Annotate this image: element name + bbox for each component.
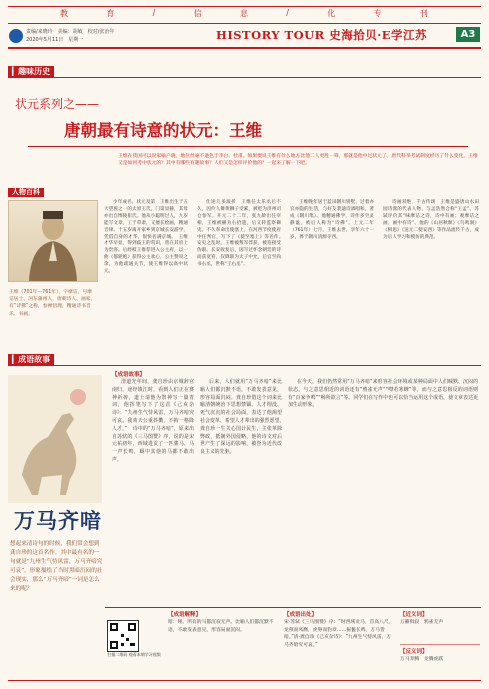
qr-caption: 扫描二维码 观看本期学习视频 [107,652,161,657]
scholar-figure-icon [9,201,97,281]
header-rule [8,23,481,24]
banner-char: / [152,8,158,17]
box-synonym-label: 【近义词】 [400,612,428,618]
horse-illustration [8,375,102,503]
story-col-2 [200,379,287,457]
people-tag: 人物百科 [8,188,44,197]
paragraph: 后来，人们就用“万马齐喑”来比喻人们都沉默不语，不敢发表意见，形容局面沉闷。龚自珍借这个词来比喻清朝统治下思想禁锢、人才埋没、死气沉沉的社会局面，表达了他渴望社会变革、希望人才辈出的强烈愿望。 龚自珍一生关心国计民生，主张革除弊政，抵制外国侵略，他的诗文对后世产生了深远的影响，被誉为近代改良主义的先驱。 [200,379,287,456]
box-explanation [168,611,278,634]
logo-icon [9,29,23,43]
box-source-label: 【成语出处】 [284,612,318,618]
banner-char: 教 [60,9,70,18]
box-synonym [400,611,480,627]
bottom-boxes-rule [105,607,481,608]
banner-char: 息 [239,9,250,18]
horse-icon [8,375,102,503]
box-antonym-label: 【反义词】 [400,649,428,655]
paragraph: 少年成名，状元及第 王维出生于五大望族之一的太原王氏，门第显赫，其母亦出自博陵崔氏。他从小聪明过人，九岁能写文章，工于草隶，又擅长绘画，精通音律。十五岁离开家乡到京城长安游学，凭借自身的才华，很快名满京城。 王维才华早显，得到歧王的赏识，曾在其府上为贵客。后经岐王推荐进入公主府，以一曲《郁轮袍》获得公主欢心，公主赞叹之余，为他疏通关节，使王维得以高中状元。 [104,200,188,275]
qr-code[interactable] [107,620,139,652]
kicker: 状元系列之—— [15,97,100,111]
banner-char: 化 [327,9,338,18]
portrait-image [8,200,98,282]
sec1-tag: ▎趣味历史 [8,66,54,77]
big-title: 万马齐喑 [14,508,102,533]
banner-char: 刊 [419,9,430,18]
lede: 王维在我国可以说家喻户晓，地位丝毫不逊色于李白、杜甫。如果要说王维有什么地方比他二人更胜一筹，那就是他中过状元了。唐代科举考试制度经历了什么变化，王维又是如何考中状元的？其中有哪些有趣故事？人们又是怎样评价他的？一起来了解一下吧。 [118,154,478,167]
sec2-intro: 想起来清诗句的时候，我们常会想到龚自珍的这首名作。其中最有名的一句就是“九州生气恃风雷，万马齐喑究可哀”，形象描绘了当时黑暗沉闷的社会现实，那么“万马齐喑”一词是怎么来的呢？ [10,541,103,592]
sec2-tag: ▎成语故事 [8,354,54,365]
box-source-text: 宋·苏轼《三马图赞》序：“时西域贡马，首高八尺，龙颅而凤膺，虎脊而豹章……振鬣长鸣，万马皆喑。”清·龚自珍《己亥杂诗》：“九州生气恃风雷，万马齐喑究可哀。” [284,620,394,648]
credits: 责编/来晓玲 美编：胡敏 校对/张治年 [26,29,115,35]
banner-char: 育 [106,9,117,18]
qr-code-icon [108,621,138,651]
story-label: 【成语故事】 [112,372,146,378]
top-rule [8,6,481,7]
story-col-1 [112,379,194,465]
box-explanation-text: 喑：哑。所有的马都沉寂无声。比喻人们都沉默不语，不敢发表意见，形容局面沉闷。 [168,620,274,633]
box-antonym [400,648,480,664]
portrait-caption: 王维（701年—761年），字摩诘，号摩诘居士，河东蒲州人，唐朝诗人、画家，有“诗佛”之称，参禅悟理，精通诗书音乐、书画。 [9,290,96,317]
paragraph: 在今天，我们仍然常用“万马齐喑”来形容社会环境或某种局面中人们缄默、沉闷的状态。与之意思相近的词语还有“鸦雀无声”“噤若寒蝉”等，而与之意思相反的词语则有“百家争鸣”“畅所欲言”等。同学们在写作中也可以恰当运用这个成语，使文章表达更加生动形象。 [288,379,478,409]
story-col-3 [288,379,478,410]
bottom-rule [8,680,481,681]
paragraph: 仕途几多波折 王维任太乐丞后不久，因伶人舞黄狮子受累，被贬为济州司仓参军。开元二十二年，张九龄出任宰相，王维被擢为右拾遗，后又转监察御史。不久奉命出使塞上，在河西节度使府中任判官，写下了《使至塞上》等名作。 安史之乱时，王维被叛军俘获，被迫接受伪职。长安收复后，因写过怀念朝廷的诗而获宽宥，仅降职为太子中允，后官至尚书右丞，世称“王右丞”。 [197,200,286,268]
headline-rule [28,146,468,147]
box-source [284,611,394,649]
header-bottom-rule [8,47,481,49]
box-divider [400,644,480,645]
box-explanation-label: 【成语解释】 [168,612,202,618]
banner-char: 信 [193,9,204,18]
banner-char: 专 [373,9,384,18]
page-number: A3 [456,27,480,42]
box-synonym-text: 万籁俱寂 鸦雀无声 [400,620,444,625]
paragraph: 诗画双绝，千古传颂 王维是盛唐山水田园诗派的代表人物，与孟浩然合称“王孟”。苏轼评价其“味摩诘之诗，诗中有画；观摩诘之画，画中有诗”。他的《山居秋暝》《鸟鸣涧》《相思》《送元二使安西》等作品流传千古，成为后人学习和模仿的典范。 [383,200,479,240]
headline: 唐朝最有诗意的状元：王维 [64,121,262,140]
article-col-2 [197,200,286,269]
paragraph: 清道光年间，龚自珍由京城辞官南归，途经镇江时，看到人们正在赛神祈祷。道士请他为祭神写一篇青词，他挥笔写下了这首《己亥杂诗》：“九州生气恃风雷，万马齐喑究可哀。我劝天公重抖擞，不拘一格降人才。” 诗中的“万马齐喑”，原来出自苏轼的《三马图赞》序，说的是宋元祐初年，西域进贡了一匹骏马，马一声长鸣，厩中其他的马都不敢出声。 [112,379,194,463]
banner-chars [60,8,430,22]
banner-char: / [286,8,291,17]
article-col-4 [383,200,479,241]
article-col-3 [290,200,374,241]
date-line: 2020年5月11日 星期一 [26,37,84,43]
sec1-tag-rule [8,77,481,78]
section-title: HISTORY TOUR 史海拾贝·E学江苏 [216,28,427,42]
sec2-tag-rule [8,365,481,366]
paragraph: 王维晚年居于蓝田辋川别墅，过着亦官亦隐的生活，与好友裴迪诗酒唱和，著成《辋川集》。他精通佛学，诗作多空灵静谧，被后人称为“诗佛”。上元二年（761年）七月，王维去世，享年六十一岁，葬于辋川清源寺西。 [290,200,374,240]
box-antonym-text: 万马奔腾 龙腾虎跃 [400,657,444,662]
article-col-1 [104,200,188,276]
